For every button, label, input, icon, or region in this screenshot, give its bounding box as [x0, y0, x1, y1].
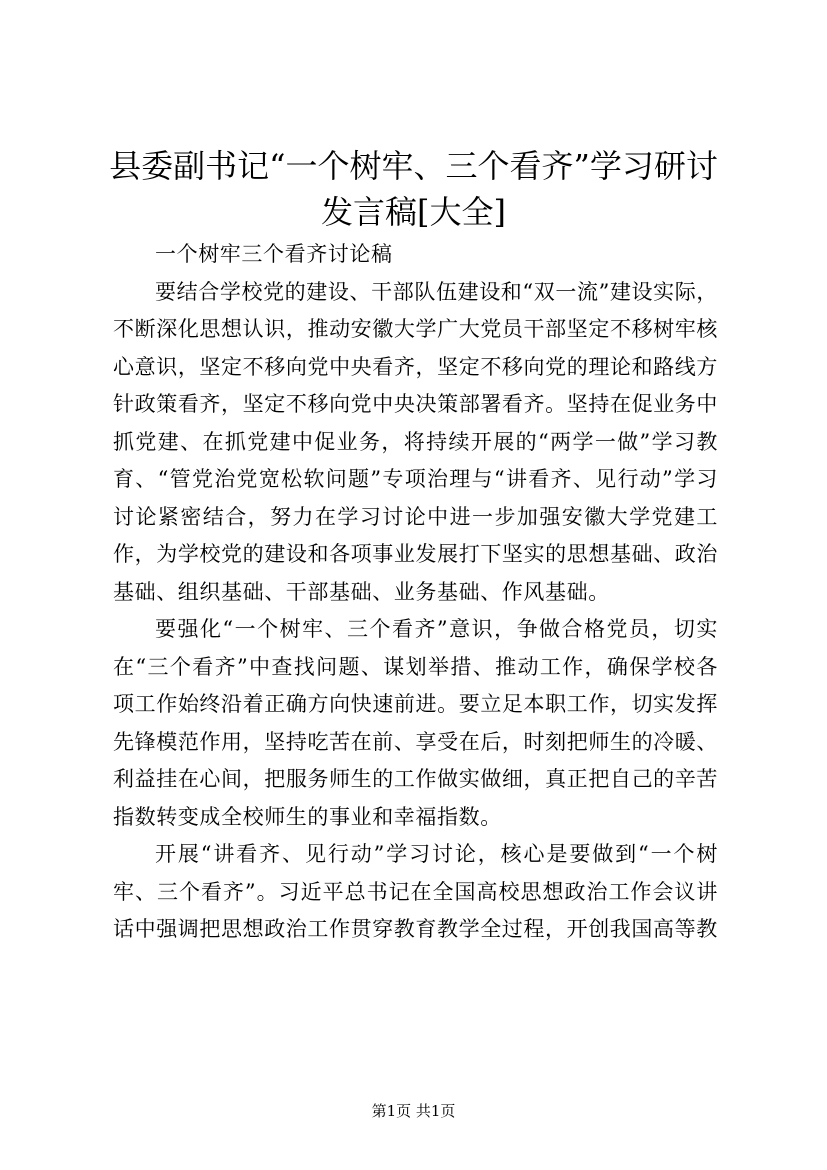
paragraph-3: 开展“讲看齐、见行动”学习讨论，核心是要做到“一个树牢、三个看齐”。习近平总书记在全国高校思想政治工作会议讲话中强调把思想政治工作贯穿教育教学全过程，开创我国高等教: [113, 842, 718, 941]
page-number-footer: 第1页 共1页: [371, 1102, 456, 1120]
document-title: [100, 143, 727, 235]
paragraph-1: 要结合学校党的建设、干部队伍建设和“双一流”建设实际，不断深化思想认识，推动安徽大学广大党员干部坚定不移树牢核心意识，坚定不移向党中央看齐，坚定不移向党的理论和路线方针政策看齐，坚定不移向党中央决策部署看齐。坚持在促业务中抓党建、在抓党建中促业务，将持续开展的“两学一做”学习教育、“管党治党宽松软问题”专项治理与“讲看齐、见行动”学习讨论紧密结合，努力在学习讨论中进一步加强安徽大学党建工作，为学校党的建设和各项事业发展打下坚实的思想基础、政治基础、组织基础、干部基础、业务基础、作风基础。: [113, 279, 718, 604]
paragraph-2: 要强化“一个树牢、三个看齐”意识，争做合格党员，切实在“三个看齐”中查找问题、谋划举措、推动工作，确保学校各项工作始终沿着正确方向快速前进。要立足本职工作，切实发挥先锋模范作用，坚持吃苦在前、享受在后，时刻把师生的冷暖、利益挂在心间，把服务师生的工作做实做细，真正把自己的辛苦指数转变成全校师生的事业和幸福指数。: [113, 617, 718, 829]
document-title-line-1: 县委副书记“一个树牢、三个看齐”学习研讨: [109, 147, 718, 185]
document-title-line-2: 发言稿[大全]: [321, 193, 506, 231]
document-body: [113, 236, 718, 949]
document-subtitle: 一个树牢三个看齐讨论稿: [155, 242, 393, 266]
